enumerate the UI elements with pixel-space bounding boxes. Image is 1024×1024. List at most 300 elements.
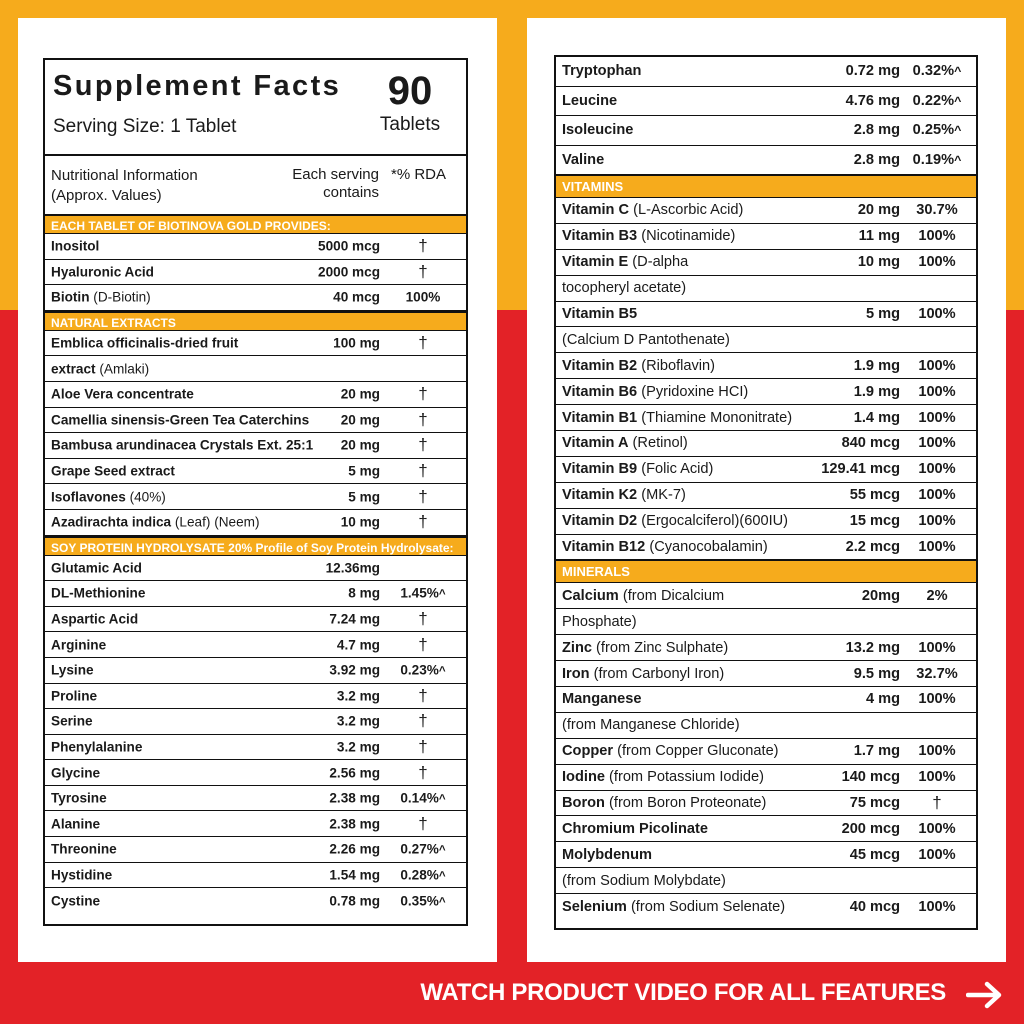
- nutrient-name-bold: Lysine: [51, 662, 94, 678]
- nutrient-amount: 75 mcg: [849, 795, 900, 812]
- nutrient-source: (Ergocalciferol)(600IU): [637, 513, 789, 530]
- nutrient-name: [51, 239, 99, 254]
- nutrient-name-bold: Glycine: [51, 765, 101, 781]
- nutrient-name: [51, 560, 142, 575]
- supplement-facts-panel-left: [43, 58, 468, 926]
- nutrient-name: [51, 867, 112, 882]
- nutrient-amount: 3.2 mg: [336, 739, 380, 755]
- caret-mark: ^: [438, 793, 446, 806]
- nutrient-row-continued: [556, 609, 976, 635]
- caret-mark: ^: [438, 665, 446, 678]
- nutrient-row-hyaluronic-acid: [45, 260, 466, 286]
- supplement-facts-panel-right: [554, 55, 978, 930]
- nutrient-name-bold: Inositol: [51, 238, 100, 254]
- nutrient-amount: 5000 mcg: [318, 238, 380, 254]
- nutrient-row-valine: [556, 146, 976, 176]
- nutrient-name: [51, 515, 260, 530]
- nutrient-name-bold: Vitamin B3: [562, 228, 638, 245]
- nutrient-name: [51, 489, 166, 504]
- col-nutritional-info-line2: (Approx. Values): [51, 187, 162, 204]
- rda-value: †: [418, 685, 428, 705]
- nutrient-name: [562, 640, 728, 656]
- nutrient-row-phenylalanine: [45, 735, 466, 761]
- rda-value: 100%: [918, 639, 956, 656]
- nutrient-name-bold: Vitamin C: [562, 202, 630, 219]
- nutrient-name: [51, 739, 142, 754]
- caret-mark: ^: [954, 123, 962, 138]
- nutrient-row-threonine: [45, 837, 466, 863]
- col-rda: *% RDA: [391, 166, 447, 183]
- nutrient-name-bold: Selenium: [562, 899, 627, 916]
- section-header-soy-protein-hydrolysate-20-pro: SOY PROTEIN HYDROLYSATE 20% Profile of Soy Protein Hydrolysate:: [45, 536, 466, 556]
- rda-value: 100%: [918, 743, 956, 760]
- col-each-serving-line2: contains: [323, 184, 379, 201]
- nutrient-amount: 40 mcg: [849, 899, 900, 916]
- tablet-count-unit: Tablets: [379, 114, 441, 135]
- caret-mark: ^: [438, 844, 446, 857]
- nutrient-name-bold: Vitamin B12: [562, 539, 646, 556]
- nutrient-source: (Cyanocobalamin): [645, 539, 768, 556]
- nutrient-row-camellia-sinensis-green-tea-caterchins: [45, 408, 466, 434]
- nutrient-name-continued: [562, 332, 730, 348]
- nutrient-amount: 8 mg: [348, 585, 380, 601]
- nutrient-name-bold: Glutamic Acid: [51, 560, 142, 576]
- rda-value: †: [418, 711, 428, 731]
- nutrient-amount: 2000 mcg: [318, 264, 380, 280]
- nutrient-row-inositol: [45, 234, 466, 260]
- nutrient-source: (from Copper Gluconate): [613, 743, 779, 760]
- nutrient-amount: 10 mg: [857, 254, 900, 271]
- section-header-vitamins: VITAMINS: [556, 175, 976, 198]
- nutrient-row-vitamin-k2: [556, 483, 976, 509]
- rda-value: †: [418, 435, 428, 455]
- nutrient-name-bold: extract: [51, 361, 96, 377]
- nutrient-source: (from Manganese Chloride): [562, 717, 740, 734]
- rda-value: 100%: [918, 899, 956, 916]
- rda-value: 32.7%: [916, 665, 958, 682]
- nutrient-name: [562, 487, 686, 503]
- nutrient-name: [562, 228, 735, 244]
- facts-header: [45, 60, 466, 156]
- nutrient-row-continued: [556, 327, 976, 353]
- nutrient-name-bold: Camellia sinensis-Green Tea Caterchins: [51, 412, 310, 428]
- rda-value: 100%: [918, 539, 956, 556]
- rda-value: 100%: [918, 461, 956, 478]
- rda-value: 100%: [918, 691, 956, 708]
- nutrient-source: (Pyridoxine HCI): [637, 383, 749, 400]
- nutrient-name-bold: Tryptophan: [562, 63, 642, 80]
- nutrient-name-bold: Bambusa arundinacea Crystals Ext. 25:1: [51, 437, 314, 453]
- nutrient-amount: 200 mcg: [841, 820, 900, 837]
- nutrient-amount: 3.92 mg: [329, 662, 380, 678]
- section-header-natural-extracts: NATURAL EXTRACTS: [45, 311, 466, 331]
- nutrient-row-vitamin-b1: [556, 405, 976, 431]
- column-headers: [45, 156, 466, 214]
- nutrient-amount: 5 mg: [348, 489, 380, 505]
- nutrient-name-bold: Serine: [51, 713, 93, 729]
- rda-value: 30.7%: [916, 202, 958, 219]
- nutrient-row-continued: [556, 868, 976, 894]
- nutrient-amount: 4.76 mg: [845, 92, 900, 109]
- nutrient-name: [51, 464, 175, 479]
- nutrient-name: [562, 795, 766, 811]
- nutrient-source: (from Sodium Selenate): [626, 899, 786, 916]
- nutrient-name-bold: Hystidine: [51, 867, 113, 883]
- facts-title: Supplement Facts: [53, 70, 342, 102]
- rda-value: †: [418, 486, 428, 506]
- nutrient-name: [562, 513, 788, 529]
- nutrient-row-tryptophan: [556, 57, 976, 87]
- nutrient-row-continued: [45, 356, 466, 382]
- nutrient-source: Phosphate): [562, 613, 637, 630]
- nutrient-name: [51, 264, 154, 279]
- nutrient-name-bold: Proline: [51, 688, 98, 704]
- nutrient-row-dl-methionine: [45, 581, 466, 607]
- nutrient-amount: 2.38 mg: [329, 790, 380, 806]
- nutrient-source: (40%): [125, 489, 166, 505]
- nutrient-name-bold: Phenylalanine: [51, 739, 143, 755]
- nutrient-name: [562, 539, 768, 555]
- nutrient-name-bold: Manganese: [562, 691, 642, 708]
- serving-size: Serving Size: 1 Tablet: [53, 116, 237, 137]
- nutrient-row-vitamin-b6: [556, 379, 976, 405]
- nutrient-amount: 0.72 mg: [845, 63, 900, 80]
- nutrient-amount: 20mg: [861, 587, 900, 604]
- nutrient-amount: 129.41 mcg: [821, 461, 900, 478]
- rda-value: †: [932, 793, 942, 813]
- nutrient-amount: 0.78 mg: [329, 893, 380, 909]
- rda-value: †: [418, 409, 428, 429]
- nutrient-row-vitamin-b2: [556, 353, 976, 379]
- nutrient-name-bold: Vitamin B1: [562, 409, 638, 426]
- nutrient-name: [562, 821, 708, 837]
- nutrient-row-isoleucine: [556, 116, 976, 146]
- nutrient-source: (MK-7): [637, 487, 686, 504]
- nutrient-name-bold: Iodine: [562, 769, 605, 786]
- nutrient-amount: 3.2 mg: [336, 688, 380, 704]
- nutrient-row-copper: [556, 739, 976, 765]
- nutrient-source: (from Boron Proteonate): [604, 795, 767, 812]
- nutrient-name: [562, 461, 713, 477]
- rda-value: 100%: [918, 435, 956, 452]
- nutrient-amount: 140 mcg: [841, 769, 900, 786]
- nutrient-row-glutamic-acid: [45, 556, 466, 582]
- rda-value: †: [418, 609, 428, 629]
- nutrient-name: [51, 791, 107, 806]
- nutrient-name: [562, 899, 785, 915]
- nutrient-name: [51, 816, 100, 831]
- nutrient-name-bold: Alanine: [51, 816, 101, 832]
- tablet-count: 90: [387, 69, 433, 113]
- nutrient-name-bold: Isoleucine: [562, 122, 634, 139]
- nutrient-row-vitamin-b3: [556, 224, 976, 250]
- rda-value: †: [418, 261, 428, 281]
- nutrient-source: (L-Ascorbic Acid): [629, 202, 744, 219]
- rda-value: 100%: [918, 846, 956, 863]
- nutrient-name: [562, 93, 617, 109]
- rda-value: 0.28%^: [400, 867, 446, 883]
- nutrient-row-vitamin-b9: [556, 457, 976, 483]
- rda-value: 100%: [918, 409, 956, 426]
- rda-value: 0.27%^: [400, 841, 446, 857]
- nutrient-name-bold: Iron: [562, 665, 590, 682]
- nutrient-row-cystine: [45, 888, 466, 914]
- rda-value: †: [418, 813, 428, 833]
- rda-value: 0.23%^: [400, 662, 446, 678]
- nutrient-name: [562, 254, 688, 270]
- nutrient-name-bold: Cystine: [51, 893, 101, 909]
- nutrient-name: [562, 410, 792, 426]
- nutrient-name: [562, 691, 641, 707]
- nutrient-row-proline: [45, 684, 466, 710]
- nutrient-row-selenium: [556, 894, 976, 920]
- rda-value: 0.22%^: [912, 92, 962, 109]
- nutrient-row-continued: [556, 713, 976, 739]
- nutrient-row-calcium: [556, 583, 976, 609]
- nutrient-name-bold: Zinc: [562, 639, 592, 656]
- nutrient-name-continued: [51, 361, 149, 376]
- nutrient-row-lysine: [45, 658, 466, 684]
- nutrient-name: [562, 202, 743, 218]
- nutrient-name: [562, 384, 748, 400]
- nutrient-row-vitamin-b5: [556, 302, 976, 328]
- nutrient-name-bold: Aloe Vera concentrate: [51, 386, 194, 402]
- nutrient-name-bold: Copper: [562, 743, 614, 760]
- nutrient-name: [51, 765, 100, 780]
- nutrient-amount: 2.2 mcg: [845, 539, 900, 556]
- rda-value: 100%: [918, 513, 956, 530]
- nutrient-row-chromium-picolinate: [556, 816, 976, 842]
- nutrient-row-vitamin-a: [556, 431, 976, 457]
- caret-mark: ^: [438, 896, 446, 909]
- col-nutritional-info-line1: Nutritional Information: [51, 167, 198, 184]
- nutrient-amount: 1.7 mg: [853, 743, 900, 760]
- nutrient-row-grape-seed-extract: [45, 459, 466, 485]
- rda-value: 0.14%^: [400, 790, 446, 806]
- rda-value: †: [418, 236, 428, 256]
- rda-value: 0.25%^: [912, 122, 962, 139]
- nutrient-amount: 10 mg: [340, 514, 380, 530]
- nutrient-name-bold: Vitamin B2: [562, 357, 638, 374]
- nutrient-name: [562, 306, 637, 322]
- watch-video-link[interactable]: WATCH PRODUCT VIDEO FOR ALL FEATURES: [420, 979, 946, 1006]
- nutrient-amount: 20 mg: [340, 437, 380, 453]
- nutrient-amount: 20 mg: [340, 386, 380, 402]
- rda-value: 100%: [918, 820, 956, 837]
- nutrient-name-bold: Vitamin D2: [562, 513, 638, 530]
- rda-value: 100%: [918, 254, 956, 271]
- nutrient-name: [562, 122, 633, 138]
- nutrient-name-bold: Molybdenum: [562, 846, 652, 863]
- rda-value: †: [418, 384, 428, 404]
- col-each-serving: [267, 166, 379, 202]
- rda-value: 1.45%^: [400, 585, 446, 601]
- nutrient-name: [562, 743, 779, 759]
- nutrient-name-bold: Vitamin B6: [562, 383, 638, 400]
- nutrient-name-bold: Vitamin A: [562, 435, 629, 452]
- rda-value: 100%: [918, 769, 956, 786]
- nutrient-name-bold: Vitamin B5: [562, 306, 638, 322]
- nutrient-name: [562, 666, 724, 682]
- rda-value: †: [418, 512, 428, 532]
- rda-value: 100%: [918, 306, 956, 322]
- nutrient-source: (from Carbonyl Iron): [589, 665, 725, 682]
- nutrient-amount: 2.8 mg: [853, 151, 900, 168]
- nutrient-name-bold: Vitamin K2: [562, 487, 638, 504]
- caret-mark: ^: [954, 93, 962, 108]
- nutrient-name-continued: [562, 717, 740, 733]
- nutrient-source: tocopheryl acetate): [562, 280, 687, 297]
- nutrient-name: [51, 290, 151, 305]
- rda-value: 0.32%^: [912, 63, 962, 80]
- left-nutrient-table: [45, 214, 466, 914]
- arrow-right-icon[interactable]: [966, 981, 1004, 1009]
- nutrient-name-bold: Threonine: [51, 841, 117, 857]
- nutrient-name: [562, 847, 652, 863]
- nutrient-name: [51, 894, 100, 909]
- nutrient-source: (Leaf) (Neem): [171, 514, 260, 530]
- nutrient-source: (from Dicalcium: [618, 587, 725, 604]
- nutrient-row-leucine: [556, 87, 976, 117]
- nutrient-name-continued: [562, 614, 637, 630]
- nutrient-name: [51, 387, 194, 402]
- nutrient-name-bold: Leucine: [562, 92, 618, 109]
- nutrient-name: [51, 637, 106, 652]
- nutrient-row-tyrosine: [45, 786, 466, 812]
- nutrient-source: (from Zinc Sulphate): [592, 639, 729, 656]
- nutrient-row-arginine: [45, 632, 466, 658]
- nutrient-amount: 12.36mg: [325, 560, 380, 576]
- nutrient-name: [51, 688, 97, 703]
- nutrient-name-bold: Valine: [562, 151, 605, 168]
- rda-value: 100%: [918, 357, 956, 374]
- rda-value: †: [418, 762, 428, 782]
- nutrient-row-biotin: [45, 285, 466, 311]
- nutrient-amount: 5 mg: [865, 306, 900, 322]
- nutrient-row-vitamin-b12: [556, 535, 976, 561]
- nutrient-name: [51, 842, 117, 857]
- nutrient-source: (from Potassium Iodide): [604, 769, 764, 786]
- nutrient-amount: 9.5 mg: [853, 665, 900, 682]
- nutrient-row-isoflavones: [45, 484, 466, 510]
- nutrient-amount: 1.4 mg: [853, 409, 900, 426]
- rda-value: †: [418, 333, 428, 353]
- nutrient-name-continued: [562, 873, 726, 889]
- nutrient-row-aspartic-acid: [45, 607, 466, 633]
- nutrient-amount: 3.2 mg: [336, 713, 380, 729]
- rda-value: 100%: [405, 289, 441, 305]
- nutrient-amount: 1.9 mg: [853, 357, 900, 374]
- rda-value: 2%: [926, 587, 948, 604]
- section-header-minerals: MINERALS: [556, 560, 976, 583]
- caret-mark: ^: [954, 152, 962, 167]
- nutrient-name: [562, 435, 688, 451]
- nutrient-name-bold: Aspartic Acid: [51, 611, 139, 627]
- nutrient-amount: 2.38 mg: [329, 816, 380, 832]
- section-header-each-tablet-of-biotinova-gold-: EACH TABLET OF BIOTINOVA GOLD PROVIDES:: [45, 214, 466, 234]
- nutrient-row-bambusa-arundinacea-crystals-ext-25-1: [45, 433, 466, 459]
- nutrient-amount: 55 mcg: [849, 487, 900, 504]
- nutrient-row-iron: [556, 661, 976, 687]
- nutrient-name-bold: Azadirachta indica: [51, 514, 172, 530]
- nutrient-name-bold: Hyaluronic Acid: [51, 264, 154, 280]
- nutrient-row-hystidine: [45, 863, 466, 889]
- nutrient-row-emblica-officinalis-dried-fruit: [45, 331, 466, 357]
- nutrient-name-bold: Boron: [562, 795, 605, 812]
- col-each-serving-line1: Each serving: [292, 166, 379, 183]
- nutrient-amount: 100 mg: [333, 335, 380, 351]
- nutrient-name: [51, 663, 94, 678]
- nutrient-source: (Calcium D Pantothenate): [562, 331, 730, 348]
- caret-mark: ^: [438, 870, 446, 883]
- nutrient-row-continued: [556, 276, 976, 302]
- nutrient-name-bold: Vitamin E: [562, 254, 629, 271]
- nutrient-amount: 2.8 mg: [853, 122, 900, 139]
- nutrient-row-glycine: [45, 760, 466, 786]
- rda-value: 100%: [918, 383, 956, 400]
- nutrient-name: [562, 358, 715, 374]
- nutrient-name-bold: Isoflavones: [51, 489, 126, 505]
- nutrient-name-bold: Arginine: [51, 637, 107, 653]
- caret-mark: ^: [954, 64, 962, 79]
- nutrient-amount: 20 mg: [340, 412, 380, 428]
- nutrient-amount: 7.24 mg: [329, 611, 380, 627]
- nutrient-amount: 2.56 mg: [329, 765, 380, 781]
- nutrient-name-bold: Chromium Picolinate: [562, 820, 708, 837]
- rda-value: 0.35%^: [400, 893, 446, 909]
- nutrient-name-bold: Grape Seed extract: [51, 463, 175, 479]
- nutrient-amount: 13.2 mg: [845, 639, 900, 656]
- nutrient-amount: 840 mcg: [841, 435, 900, 452]
- nutrient-name: [562, 152, 604, 168]
- nutrient-source: (D-alpha: [628, 254, 689, 271]
- nutrient-source: (Folic Acid): [637, 461, 714, 478]
- nutrient-amount: 20 mg: [857, 202, 900, 219]
- nutrient-name-bold: Tyrosine: [51, 790, 107, 806]
- nutrient-name-bold: Calcium: [562, 587, 619, 604]
- nutrient-amount: 40 mcg: [333, 289, 380, 305]
- nutrient-row-zinc: [556, 635, 976, 661]
- nutrient-name-continued: [562, 280, 686, 296]
- nutrient-source: (Thiamine Mononitrate): [637, 409, 793, 426]
- nutrient-amount: 1.54 mg: [329, 867, 380, 883]
- nutrient-name: [51, 612, 138, 627]
- nutrient-row-azadirachta-indica: [45, 510, 466, 536]
- nutrient-amount: 11 mg: [858, 228, 900, 245]
- nutrient-name-bold: Vitamin B9: [562, 461, 638, 478]
- nutrient-row-alanine: [45, 811, 466, 837]
- caret-mark: ^: [438, 588, 446, 601]
- nutrient-amount: 15 mcg: [849, 513, 900, 530]
- nutrient-source: (from Sodium Molybdate): [562, 872, 726, 889]
- nutrient-amount: 45 mcg: [849, 846, 900, 863]
- nutrient-source: (Nicotinamide): [637, 228, 736, 245]
- rda-value: †: [418, 736, 428, 756]
- nutrient-row-iodine: [556, 765, 976, 791]
- nutrient-name-bold: Biotin: [51, 289, 90, 305]
- nutrient-name: [51, 714, 93, 729]
- nutrient-row-vitamin-d2: [556, 509, 976, 535]
- rda-value: †: [418, 461, 428, 481]
- nutrient-source: (Retinol): [628, 435, 688, 452]
- rda-value: 0.19%^: [912, 151, 962, 168]
- footer-cta[interactable]: [0, 965, 1024, 1024]
- nutrient-row-vitamin-e: [556, 250, 976, 276]
- nutrient-row-aloe-vera-concentrate: [45, 382, 466, 408]
- right-nutrient-table: [556, 57, 976, 920]
- nutrient-name-bold: Emblica officinalis-dried fruit: [51, 335, 239, 351]
- rda-value: †: [418, 634, 428, 654]
